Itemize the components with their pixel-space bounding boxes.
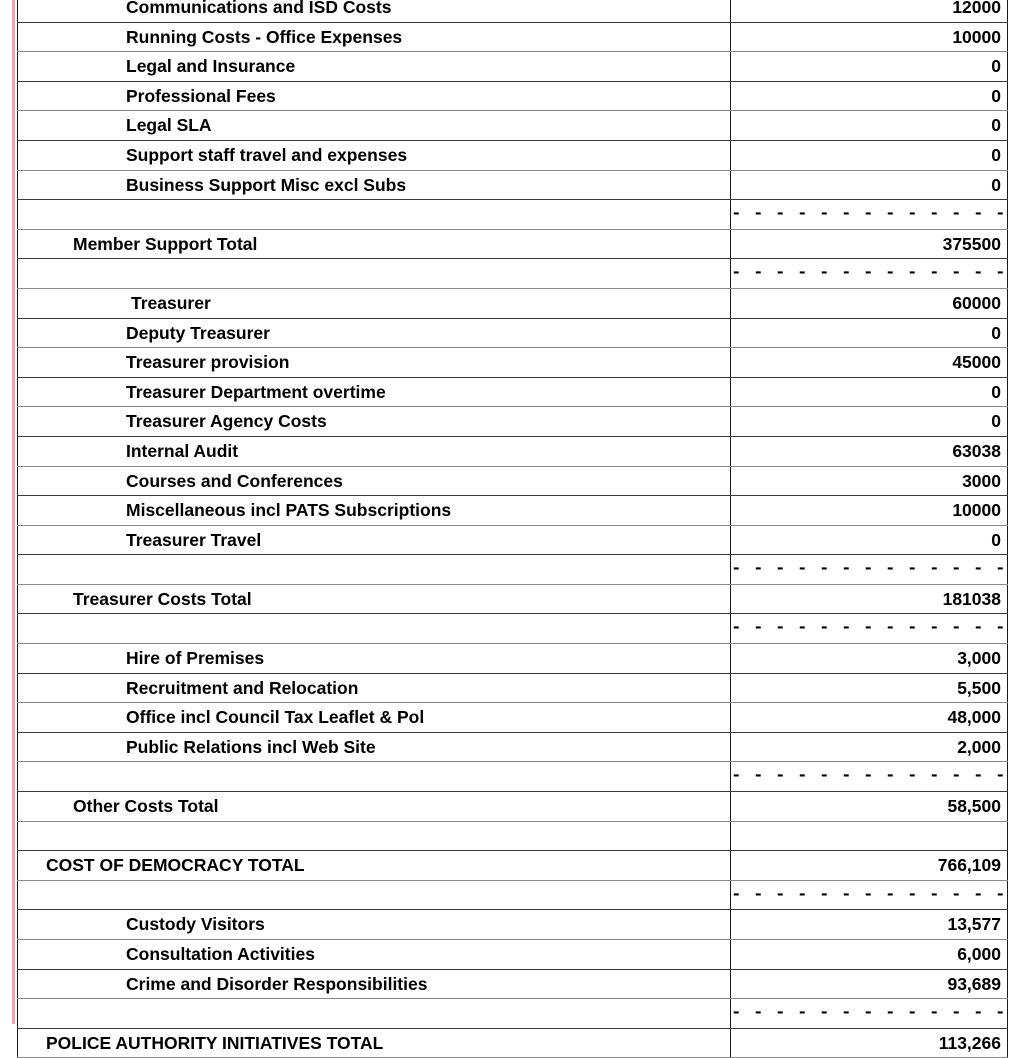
row-label-cell[interactable]: [18, 762, 731, 792]
row-value-cell[interactable]: 10000: [731, 22, 1008, 52]
row-label-cell[interactable]: Recruitment and Relocation: [18, 673, 731, 703]
row-label-cell[interactable]: [18, 259, 731, 289]
row-label-cell[interactable]: Other Costs Total: [18, 792, 731, 822]
row-value-cell[interactable]: 93,689: [731, 969, 1008, 999]
row-label-cell[interactable]: Consultation Activities: [18, 940, 731, 970]
table-row[interactable]: [18, 821, 1008, 851]
row-value-cell[interactable]: 0: [731, 318, 1008, 348]
row-value-cell[interactable]: 2,000: [731, 732, 1008, 762]
row-label-cell[interactable]: Treasurer Costs Total: [18, 584, 731, 614]
row-label-cell[interactable]: Miscellaneous incl PATS Subscriptions: [18, 496, 731, 526]
table-row[interactable]: [18, 170, 1008, 200]
table-row[interactable]: [18, 0, 1008, 22]
row-value-cell[interactable]: 3,000: [731, 644, 1008, 674]
row-label-cell[interactable]: Treasurer: [18, 288, 731, 318]
table-row[interactable]: [18, 851, 1008, 881]
row-label-cell[interactable]: Communications and ISD Costs: [18, 0, 731, 22]
row-label-cell[interactable]: Running Costs - Office Expenses: [18, 22, 731, 52]
row-label-cell[interactable]: Office incl Council Tax Leaflet & Pol: [18, 703, 731, 733]
row-label-cell[interactable]: Treasurer Agency Costs: [18, 407, 731, 437]
row-label-cell[interactable]: Member Support Total: [18, 229, 731, 259]
table-row[interactable]: [18, 614, 1008, 644]
row-label-cell[interactable]: [18, 821, 731, 851]
row-value-cell[interactable]: 0: [731, 52, 1008, 82]
row-value-cell[interactable]: 0: [731, 407, 1008, 437]
row-value-cell[interactable]: 48,000: [731, 703, 1008, 733]
row-rule-marker[interactable]: - - - - - - - - - - - - -: [731, 999, 1008, 1029]
row-label-cell[interactable]: Hire of Premises: [18, 644, 731, 674]
row-label-cell[interactable]: [18, 999, 731, 1029]
table-row[interactable]: [18, 644, 1008, 674]
table-row[interactable]: [18, 377, 1008, 407]
row-label-cell[interactable]: [18, 614, 731, 644]
row-value-cell[interactable]: 0: [731, 81, 1008, 111]
row-value-cell[interactable]: 375500: [731, 229, 1008, 259]
table-row[interactable]: [18, 52, 1008, 82]
row-label-cell[interactable]: Crime and Disorder Responsibilities: [18, 969, 731, 999]
row-value-cell[interactable]: 0: [731, 525, 1008, 555]
row-label-cell[interactable]: Custody Visitors: [18, 910, 731, 940]
row-label-cell[interactable]: Professional Fees: [18, 81, 731, 111]
row-label-cell[interactable]: Legal SLA: [18, 111, 731, 141]
row-rule-marker[interactable]: - - - - - - - - - - - - -: [731, 555, 1008, 585]
table-row[interactable]: [18, 111, 1008, 141]
table-row[interactable]: [18, 22, 1008, 52]
row-label-cell[interactable]: Treasurer Travel: [18, 525, 731, 555]
row-label-cell[interactable]: Deputy Treasurer: [18, 318, 731, 348]
row-value-cell[interactable]: [731, 821, 1008, 851]
row-rule-marker[interactable]: - - - - - - - - - - - - -: [731, 614, 1008, 644]
table-row[interactable]: [18, 288, 1008, 318]
row-value-cell[interactable]: 60000: [731, 288, 1008, 318]
table-row[interactable]: [18, 792, 1008, 822]
row-value-cell[interactable]: 0: [731, 377, 1008, 407]
row-label-cell[interactable]: Treasurer provision: [18, 348, 731, 378]
table-row[interactable]: [18, 466, 1008, 496]
row-value-cell[interactable]: 0: [731, 140, 1008, 170]
row-value-cell[interactable]: 5,500: [731, 673, 1008, 703]
table-row[interactable]: [18, 555, 1008, 585]
row-label-cell[interactable]: [18, 880, 731, 910]
table-row[interactable]: [18, 496, 1008, 526]
row-value-cell[interactable]: 10000: [731, 496, 1008, 526]
table-row[interactable]: [18, 436, 1008, 466]
table-row[interactable]: [18, 348, 1008, 378]
table-row[interactable]: [18, 81, 1008, 111]
left-margin-guide-line: [12, 0, 15, 1024]
row-label-cell[interactable]: Treasurer Department overtime: [18, 377, 731, 407]
row-label-cell[interactable]: POLICE AUTHORITY INITIATIVES TOTAL: [18, 1028, 731, 1058]
table-row[interactable]: [18, 910, 1008, 940]
row-rule-marker[interactable]: - - - - - - - - - - - - -: [731, 259, 1008, 289]
row-rule-marker[interactable]: - - - - - - - - - - - - -: [731, 880, 1008, 910]
row-value-cell[interactable]: 0: [731, 170, 1008, 200]
table-row[interactable]: [18, 229, 1008, 259]
table-row[interactable]: [18, 703, 1008, 733]
row-label-cell[interactable]: Courses and Conferences: [18, 466, 731, 496]
row-value-cell[interactable]: 3000: [731, 466, 1008, 496]
row-label-cell[interactable]: Public Relations incl Web Site: [18, 732, 731, 762]
table-row[interactable]: [18, 969, 1008, 999]
table-row[interactable]: [18, 940, 1008, 970]
row-value-cell[interactable]: 181038: [731, 584, 1008, 614]
table-row[interactable]: [18, 732, 1008, 762]
row-label-cell[interactable]: COST OF DEMOCRACY TOTAL: [18, 851, 731, 881]
table-row[interactable]: [18, 584, 1008, 614]
table-row[interactable]: [18, 200, 1008, 230]
table-row[interactable]: [18, 318, 1008, 348]
row-value-cell[interactable]: 58,500: [731, 792, 1008, 822]
table-row[interactable]: [18, 762, 1008, 792]
row-value-cell[interactable]: 766,109: [731, 851, 1008, 881]
row-value-cell[interactable]: 6,000: [731, 940, 1008, 970]
row-label-cell[interactable]: Support staff travel and expenses: [18, 140, 731, 170]
row-label-cell[interactable]: [18, 555, 731, 585]
row-value-cell[interactable]: 45000: [731, 348, 1008, 378]
table-row[interactable]: [18, 407, 1008, 437]
row-value-cell[interactable]: 13,577: [731, 910, 1008, 940]
table-row[interactable]: [18, 140, 1008, 170]
table-row[interactable]: [18, 259, 1008, 289]
row-value-cell[interactable]: 63038: [731, 436, 1008, 466]
table-row[interactable]: [18, 1028, 1008, 1058]
row-value-cell[interactable]: 0: [731, 111, 1008, 141]
table-row[interactable]: [18, 880, 1008, 910]
budget-table: [17, 0, 1008, 1058]
row-rule-marker[interactable]: - - - - - - - - - - - - -: [731, 762, 1008, 792]
table-row[interactable]: [18, 525, 1008, 555]
budget-table-body: [18, 0, 1008, 1058]
row-value-cell[interactable]: 12000: [731, 0, 1008, 22]
row-value-cell[interactable]: 113,266: [731, 1028, 1008, 1058]
table-row[interactable]: [18, 673, 1008, 703]
row-label-cell[interactable]: Legal and Insurance: [18, 52, 731, 82]
table-row[interactable]: [18, 999, 1008, 1029]
row-label-cell[interactable]: Internal Audit: [18, 436, 731, 466]
row-label-cell[interactable]: Business Support Misc excl Subs: [18, 170, 731, 200]
row-label-cell[interactable]: [18, 200, 731, 230]
row-rule-marker[interactable]: - - - - - - - - - - - - -: [731, 200, 1008, 230]
